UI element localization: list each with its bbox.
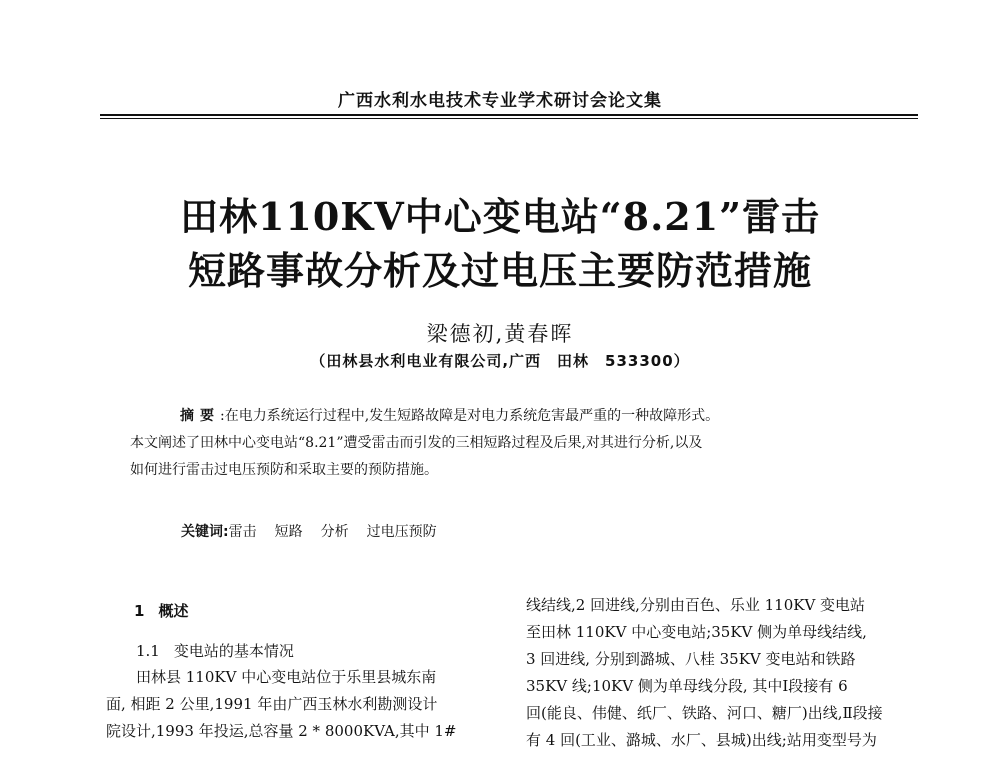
keyword: 过电压预防 [366,524,437,540]
paragraph-line: 3 回进线, 分别到潞城、八桂 35KV 变电站和铁路 [526,650,856,668]
paragraph-line: 回(能良、伟健、纸厂、铁路、河口、糖厂)出线,Ⅱ段接 [526,704,883,722]
keywords [181,521,455,541]
header-rule-thick [100,114,918,116]
abstract-line-2: 本文阐述了田林中心变电站“8.21”遭受雷击而引发的三相短路过程及后果,对其进行分析,以及 [130,435,703,451]
subsection-heading-1-1 [136,638,498,664]
paragraph-line: 面, 相距 2 公里,1991 年由广西玉林水利勘测设计 [106,695,438,713]
header-rule-thin [100,118,918,119]
body-column-left [106,598,498,745]
keyword: 雷击 [228,524,257,540]
abstract-line-3: 如何进行雷击过电压预防和采取主要的预防措施。 [130,462,438,478]
abstract-label: 摘要 [180,408,220,424]
abstract-line-1 [130,403,890,430]
running-header: 广西水利水电技术专业学术研讨会论文集 [338,91,662,111]
subsection-title: 变电站的基本情况 [173,642,294,660]
keyword: 分析 [320,524,349,540]
paper-title-line-1: 田林110KV中心变电站“8.21”雷击 [179,194,821,239]
keyword: 短路 [274,524,303,540]
paragraph-line: 至田林 110KV 中心变电站;35KV 侧为单母线结线, [526,623,867,641]
paragraph-line: 田林县 110KV 中心变电站位于乐里县城东南 [136,668,437,686]
paragraph-line: 35KV 线;10KV 侧为单母线分段, 其中Ⅰ段接有 6 [526,677,848,695]
abstract [130,403,890,484]
paragraph-line: 线结线,2 回进线,分别由百色、乐业 110KV 变电站 [526,596,866,614]
subsection-number: 1.1 [136,642,160,660]
paragraph-line: 院设计,1993 年投运,总容量 2 * 8000KVA,其中 1# [106,722,457,740]
section-number: 1 [134,602,145,620]
authors: 梁德初,黄春晖 [426,322,574,346]
body-column-right [526,592,918,754]
paragraph-line: 有 4 回(工业、潞城、水厂、县城)出线;站用变型号为 [526,731,877,749]
section-heading-1 [134,598,498,638]
abstract-text-1: :在电力系统运行过程中,发生短路故障是对电力系统危害最严重的一种故障形式。 [220,408,720,424]
paper-title-line-2: 短路事故分析及过电压主要防范措施 [187,248,812,293]
keywords-label: 关键词: [181,524,229,540]
section-title: 概述 [158,602,189,620]
affiliation: （田林县水利电业有限公司,广西 田林 533300） [310,352,690,370]
